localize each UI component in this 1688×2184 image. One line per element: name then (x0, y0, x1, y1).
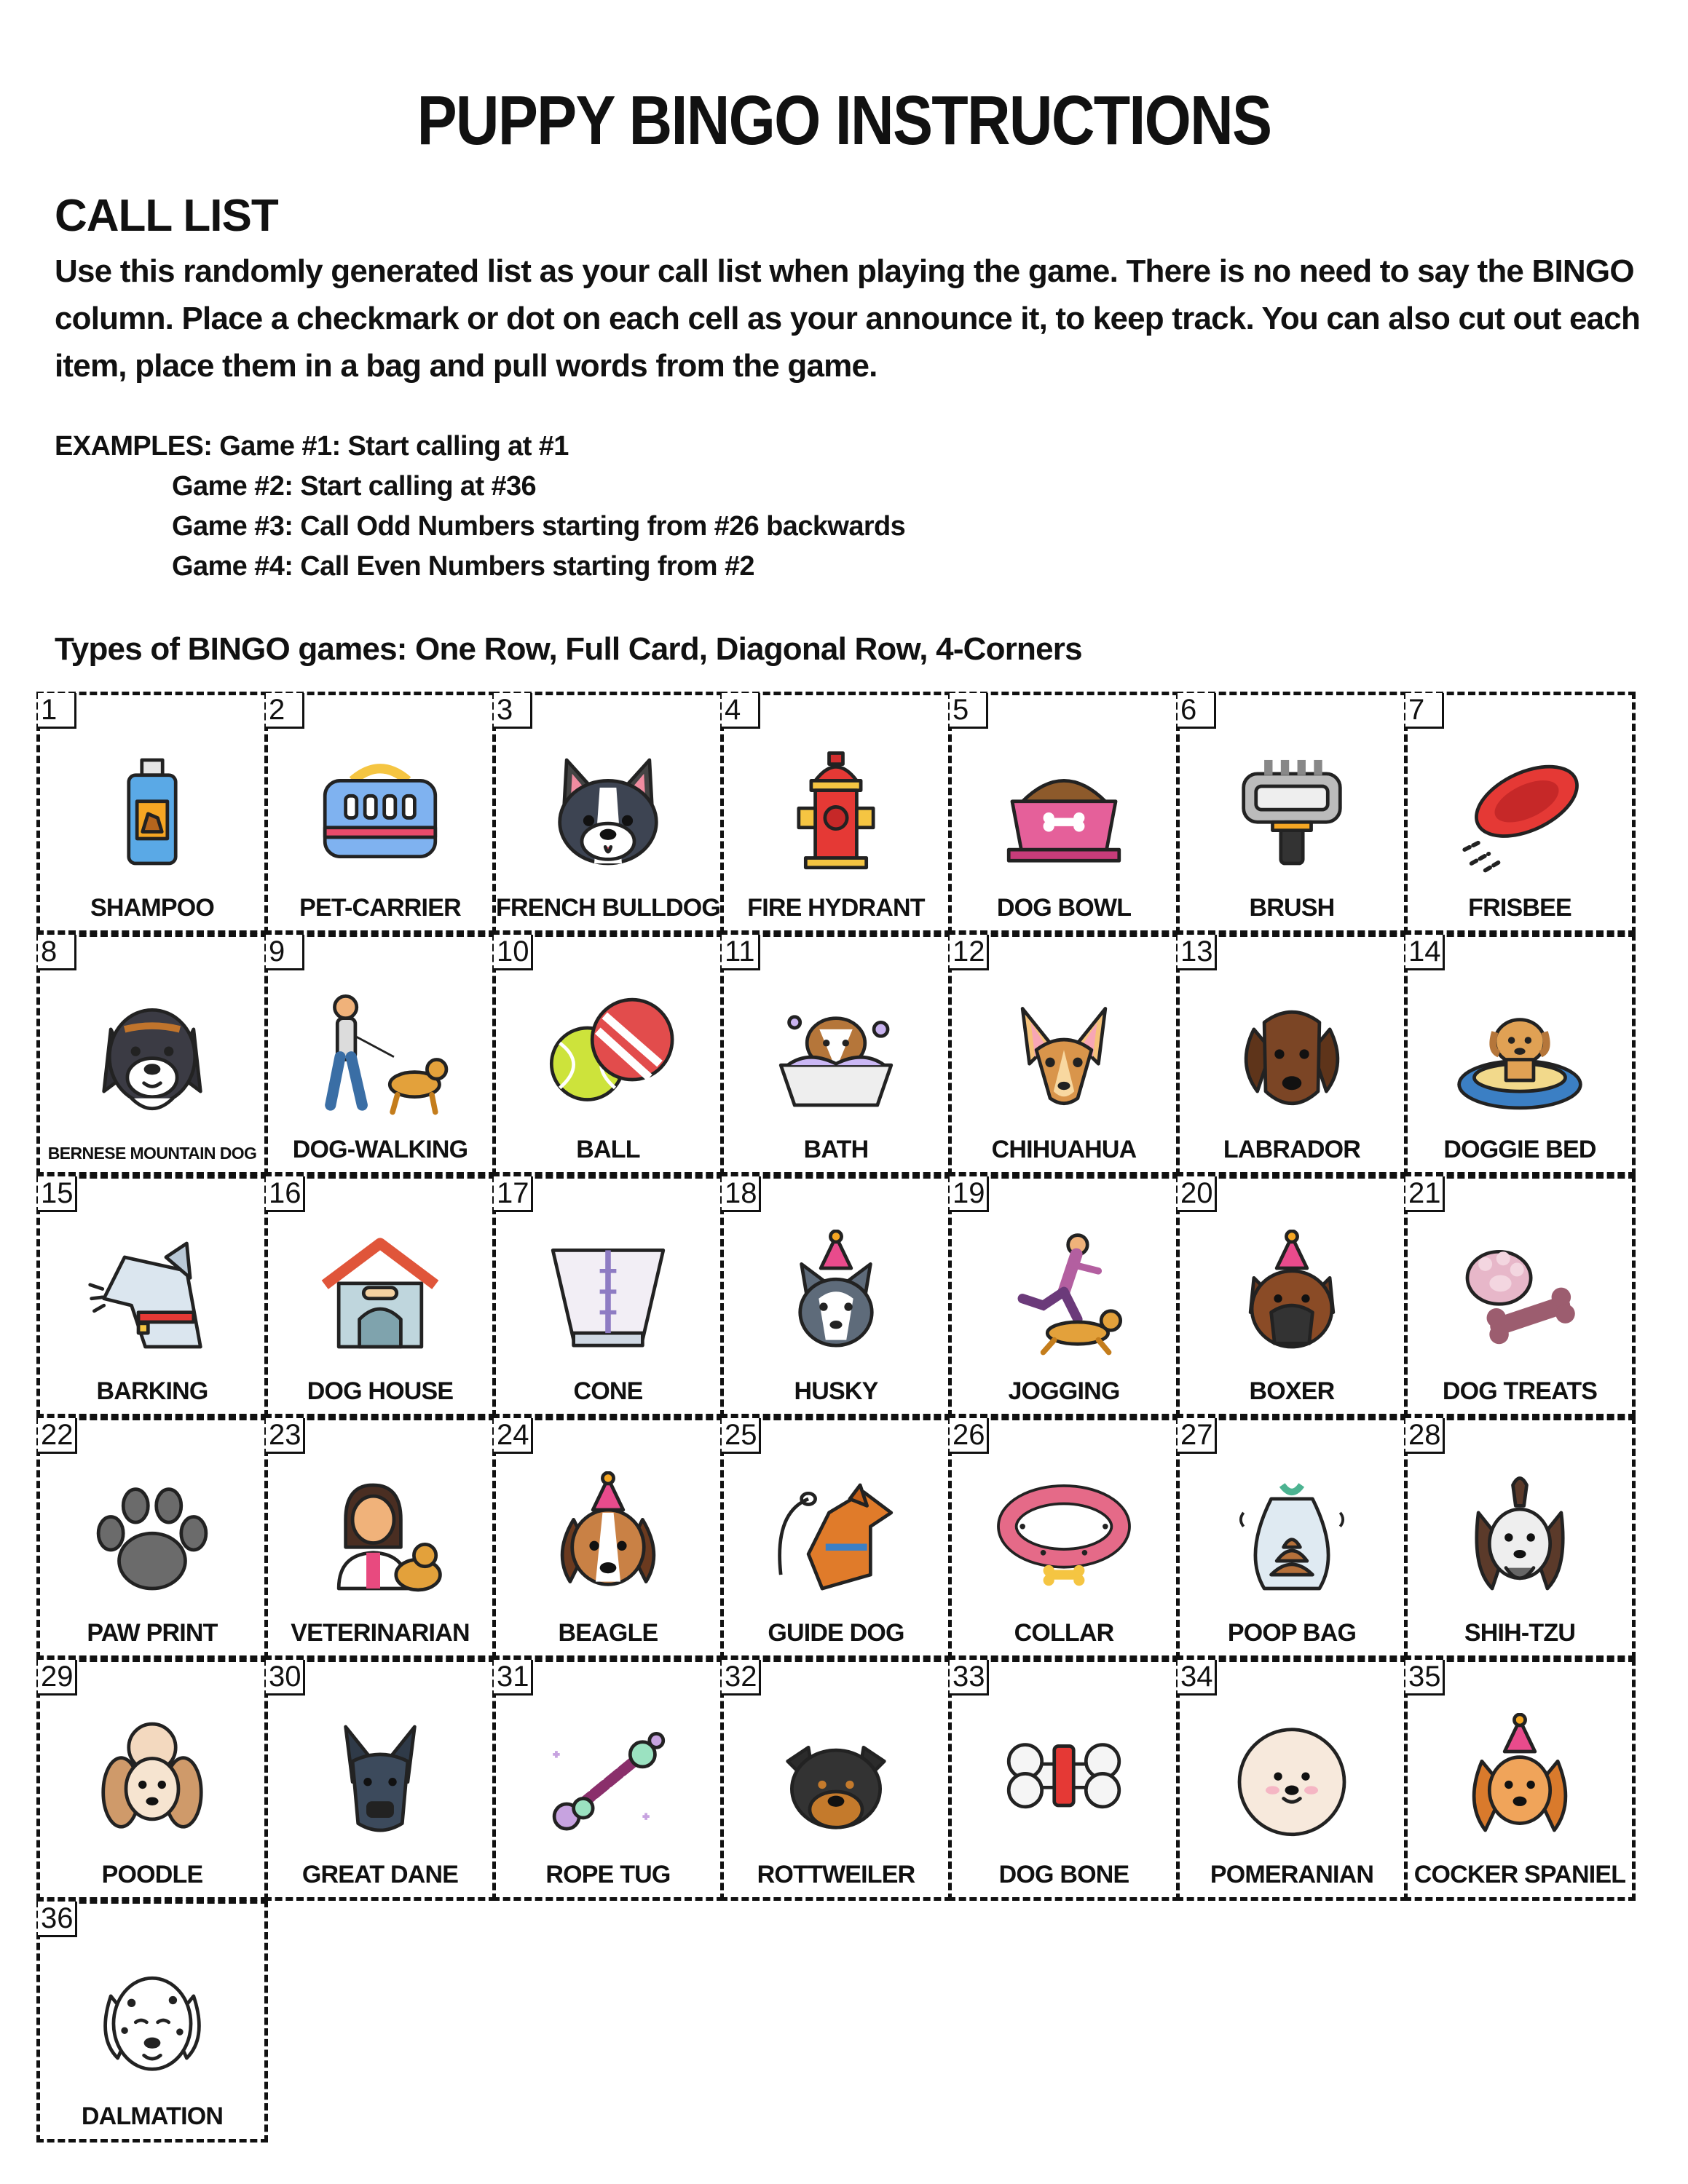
cell-label: SHAMPOO (90, 894, 215, 922)
pomeranian-icon (1180, 1707, 1404, 1849)
cell-number: 30 (266, 1660, 305, 1696)
boxer-icon (1180, 1224, 1404, 1366)
cell-number: 17 (494, 1176, 533, 1212)
bath-icon (724, 982, 948, 1124)
bingo-cell-2 (264, 692, 496, 934)
bingo-cell-20 (1176, 1175, 1408, 1417)
cell-label: FRENCH BULLDOG (496, 894, 720, 922)
rottweiler-icon (724, 1707, 948, 1849)
cell-number: 11 (722, 935, 760, 970)
dalmation-icon (40, 1949, 264, 2091)
great-dane-icon (268, 1707, 492, 1849)
guide-dog-icon (724, 1465, 948, 1607)
bingo-cell-29 (36, 1658, 268, 1901)
cell-label: CHIHUAHUA (991, 1136, 1137, 1163)
cell-number: 10 (494, 935, 533, 970)
cell-number: 20 (1178, 1176, 1217, 1212)
cell-label: POOP BAG (1227, 1619, 1357, 1647)
bingo-cell-4 (720, 692, 952, 934)
beagle-icon (496, 1465, 720, 1607)
cell-number: 33 (950, 1660, 989, 1696)
cell-label: POMERANIAN (1210, 1861, 1374, 1888)
chihuahua-icon (952, 982, 1176, 1124)
jogging-icon (952, 1224, 1176, 1366)
cell-number: 8 (38, 935, 76, 970)
bingo-cell-16 (264, 1175, 496, 1417)
cell-label: DOG TREATS (1442, 1377, 1598, 1405)
cell-number: 16 (266, 1176, 305, 1212)
cell-number: 31 (494, 1660, 533, 1696)
bingo-cell-12 (948, 933, 1180, 1176)
bingo-cell-28 (1404, 1417, 1636, 1659)
cell-label: BOXER (1249, 1377, 1335, 1405)
bingo-cell-17 (492, 1175, 724, 1417)
cell-label: BERNESE MOUNTAIN DOG (47, 1144, 257, 1163)
cell-label: ROTTWEILER (757, 1861, 915, 1888)
cell-label: ROPE TUG (545, 1861, 671, 1888)
brush-icon (1180, 740, 1404, 882)
cell-number: 26 (950, 1418, 989, 1454)
cell-label: DOG-WALKING (292, 1136, 468, 1163)
cell-label: GUIDE DOG (768, 1619, 904, 1647)
bingo-cell-27 (1176, 1417, 1408, 1659)
cell-label: FIRE HYDRANT (747, 894, 925, 922)
pet-carrier-icon (268, 740, 492, 882)
bingo-cell-22 (36, 1417, 268, 1659)
cell-number: 9 (266, 935, 304, 970)
cell-label: BATH (803, 1136, 869, 1163)
bingo-cell-36 (36, 1900, 268, 2143)
cell-label: FRISBEE (1468, 894, 1571, 922)
bingo-cell-10 (492, 933, 724, 1176)
cell-number: 27 (1178, 1418, 1217, 1454)
bingo-cell-5 (948, 692, 1180, 934)
cell-number: 23 (266, 1418, 305, 1454)
call-list-heading: CALL LIST (55, 191, 278, 241)
cell-number: 4 (722, 693, 760, 729)
dog-bowl-icon (952, 740, 1176, 882)
cell-label: JOGGING (1008, 1377, 1120, 1405)
bingo-cell-32 (720, 1658, 952, 1901)
cell-number: 18 (722, 1176, 761, 1212)
cell-number: 12 (950, 935, 989, 970)
bingo-cell-13 (1176, 933, 1408, 1176)
cell-label: POODLE (101, 1861, 203, 1888)
bingo-cell-26 (948, 1417, 1180, 1659)
cell-number: 32 (722, 1660, 761, 1696)
poop-bag-icon (1180, 1465, 1404, 1607)
example-line-2: Game #2: Start calling at #36 (172, 471, 537, 502)
cell-number: 6 (1178, 693, 1216, 729)
dog-house-icon (268, 1224, 492, 1366)
bingo-cell-34 (1176, 1658, 1408, 1901)
cell-number: 34 (1178, 1660, 1217, 1696)
dog-bone-icon (952, 1707, 1176, 1849)
cell-label: CONE (573, 1377, 643, 1405)
bingo-cell-25 (720, 1417, 952, 1659)
cell-label: HUSKY (794, 1377, 878, 1405)
example-line-1: EXAMPLES: Game #1: Start calling at #1 (55, 431, 569, 462)
bingo-types-line: Types of BINGO games: One Row, Full Card, Diagonal Row, 4-Corners (55, 631, 1082, 667)
rope-tug-icon (496, 1707, 720, 1849)
intro-paragraph: Use this randomly generated list as your call list when playing the game. There is no need to say the BINGO column. Place a checkmark or dot on each cell as your announce it, to keep track. You can also cut out each item, place them in a bag and pull words from the game. (55, 253, 1641, 384)
cell-number: 5 (950, 693, 988, 729)
cell-number: 28 (1405, 1418, 1445, 1454)
cell-label: DOG HOUSE (307, 1377, 454, 1405)
poodle-icon (40, 1707, 264, 1849)
bingo-cell-14 (1404, 933, 1636, 1176)
cell-label: DOG BOWL (996, 894, 1132, 922)
frisbee-icon (1408, 740, 1632, 882)
doggie-bed-icon (1408, 982, 1632, 1124)
cell-label: PET-CARRIER (299, 894, 461, 922)
bingo-cell-1 (36, 692, 268, 934)
cell-number: 7 (1405, 693, 1444, 729)
cell-number: 24 (494, 1418, 533, 1454)
cell-number: 25 (722, 1418, 761, 1454)
dog-treats-icon (1408, 1224, 1632, 1366)
bingo-cell-35 (1404, 1658, 1636, 1901)
cell-number: 14 (1405, 935, 1445, 970)
example-line-3: Game #3: Call Odd Numbers starting from #26 backwards (172, 511, 906, 542)
cell-number: 3 (494, 693, 532, 729)
bingo-cell-19 (948, 1175, 1180, 1417)
page-title: PUPPY BINGO INSTRUCTIONS (417, 82, 1271, 159)
cell-label: DALMATION (81, 2102, 224, 2130)
cell-label: COLLAR (1014, 1619, 1114, 1647)
cell-number: 21 (1405, 1176, 1445, 1212)
cell-number: 35 (1405, 1660, 1445, 1696)
cell-number: 22 (38, 1418, 77, 1454)
bingo-cell-6 (1176, 692, 1408, 934)
examples-block (55, 427, 1147, 587)
bingo-cell-21 (1404, 1175, 1636, 1417)
shih-tzu-icon (1408, 1465, 1632, 1607)
cell-label: DOG BONE (998, 1861, 1129, 1888)
fire-hydrant-icon (724, 740, 948, 882)
cell-number: 36 (38, 1902, 77, 1937)
labrador-icon (1180, 982, 1404, 1124)
cell-label: GREAT DANE (301, 1861, 459, 1888)
french-bulldog-icon (496, 740, 720, 882)
paw-print-icon (40, 1465, 264, 1607)
cell-number: 15 (38, 1176, 77, 1212)
cell-label: BARKING (96, 1377, 208, 1405)
cell-label: LABRADOR (1223, 1136, 1361, 1163)
cell-number: 29 (38, 1660, 77, 1696)
bingo-cell-15 (36, 1175, 268, 1417)
cell-label: BRUSH (1249, 894, 1335, 922)
barking-icon (40, 1224, 264, 1366)
cell-number: 19 (950, 1176, 989, 1212)
shampoo-icon (40, 740, 264, 882)
bernese-mountain-dog-icon (40, 982, 264, 1124)
cell-label: VETERINARIAN (291, 1619, 470, 1647)
cell-label: PAW PRINT (87, 1619, 218, 1647)
veterinarian-icon (268, 1465, 492, 1607)
bingo-cell-24 (492, 1417, 724, 1659)
collar-icon (952, 1465, 1176, 1607)
bingo-cell-33 (948, 1658, 1180, 1901)
cell-label: BALL (576, 1136, 640, 1163)
cell-label: SHIH-TZU (1464, 1619, 1576, 1647)
cocker-spaniel-icon (1408, 1707, 1632, 1849)
bingo-cell-11 (720, 933, 952, 1176)
ball-icon (496, 982, 720, 1124)
bingo-cell-3 (492, 692, 724, 934)
bingo-cell-9 (264, 933, 496, 1176)
cell-label: DOGGIE BED (1443, 1136, 1596, 1163)
bingo-cell-8 (36, 933, 268, 1176)
bingo-cell-30 (264, 1658, 496, 1901)
example-line-4: Game #4: Call Even Numbers starting from #2 (172, 551, 754, 582)
cell-number: 2 (266, 693, 304, 729)
dog-walking-icon (268, 982, 492, 1124)
bingo-cell-23 (264, 1417, 496, 1659)
cell-label: BEAGLE (558, 1619, 658, 1647)
bingo-cell-7 (1404, 692, 1636, 934)
cell-number: 13 (1178, 935, 1217, 970)
cone-icon (496, 1224, 720, 1366)
bingo-cell-31 (492, 1658, 724, 1901)
cell-number: 1 (38, 693, 76, 729)
husky-icon (724, 1224, 948, 1366)
cell-label: COCKER SPANIEL (1413, 1861, 1626, 1888)
bingo-cell-18 (720, 1175, 952, 1417)
